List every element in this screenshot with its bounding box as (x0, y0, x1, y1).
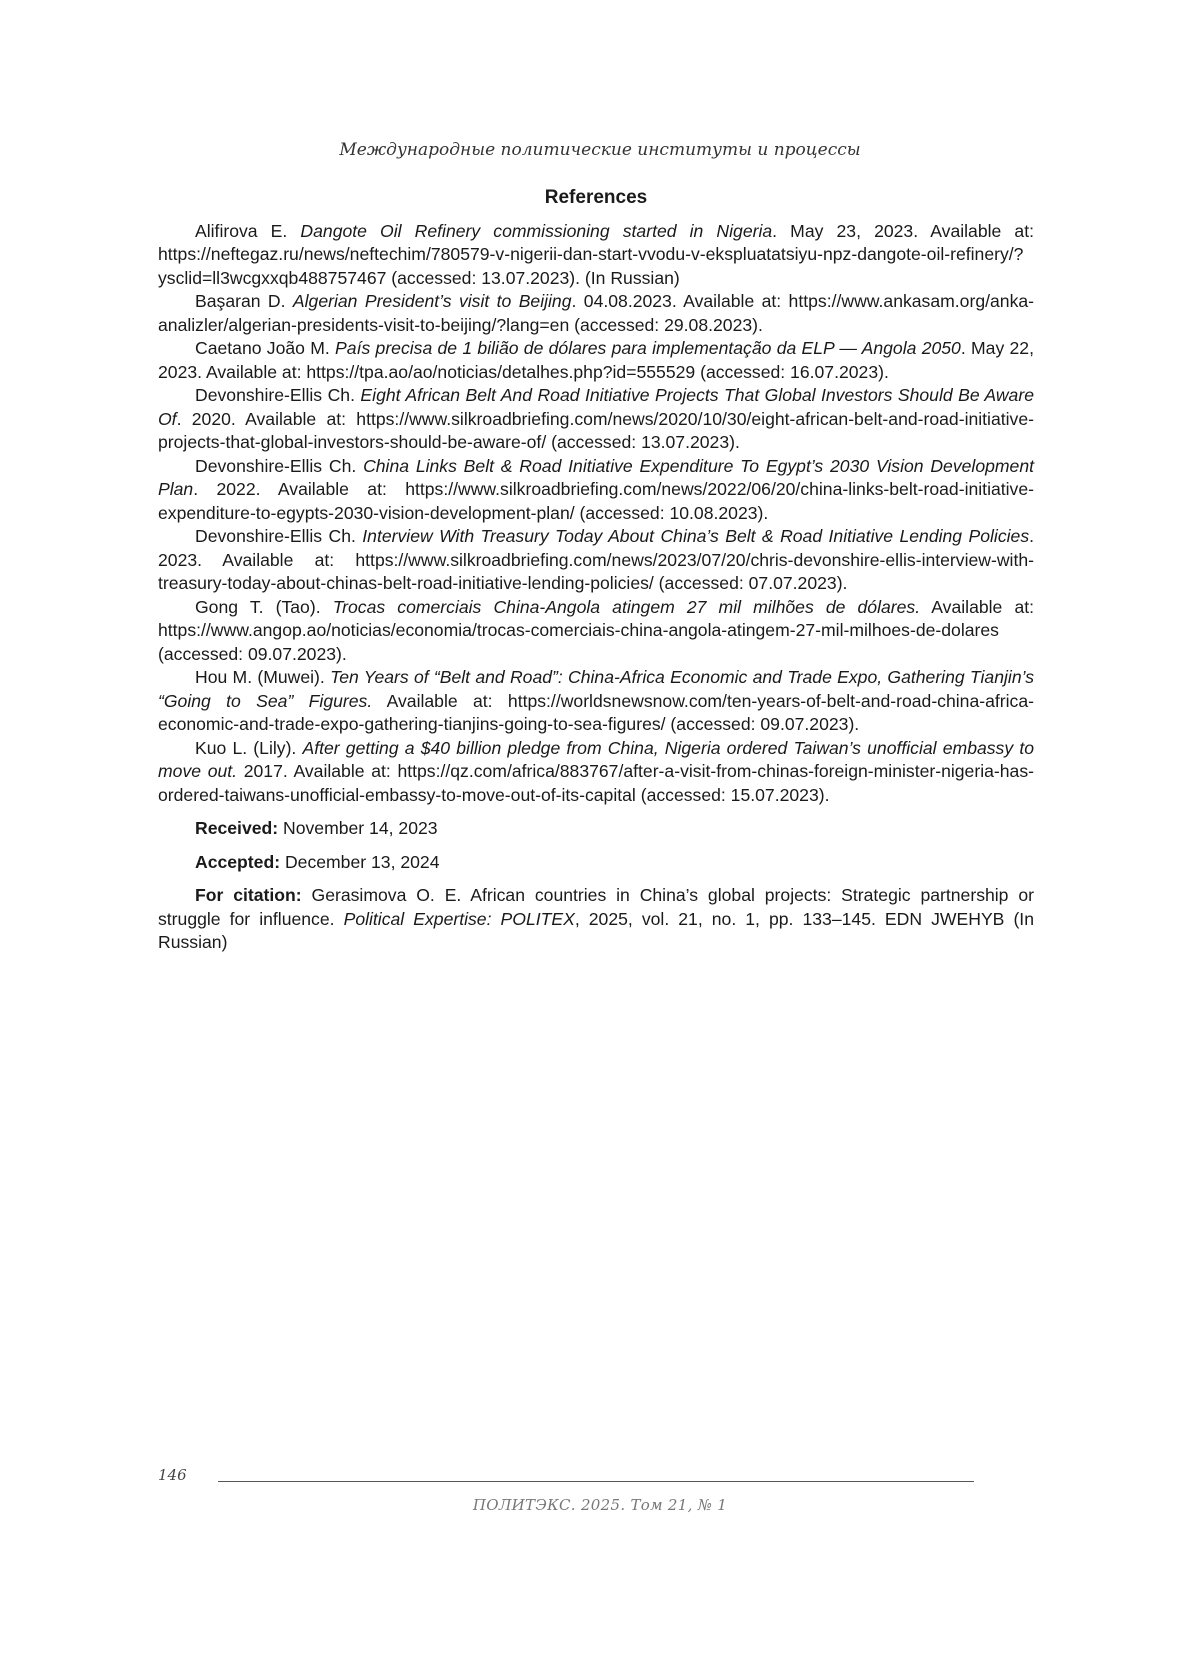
reference-title: China Links Belt & Road Initiative Expenditure To Egypt’s 2030 Vision Development Plan (158, 455, 1034, 499)
reference-item: Gong T. (Tao). Trocas comerciais China-Angola atingem 27 mil milhões de dólares. Available at: https://www.angop.ao/noticias/economia/trocas-comerciais-china-angola-atingem-27-mil-milhoes-de-dolares (accessed: 09.07.2023). (158, 596, 1035, 664)
reference-title: Trocas comerciais China-Angola atingem 27 mil milhões de dólares. (332, 596, 921, 617)
accepted-date: Accepted: December 13, 2024 (195, 851, 440, 872)
reference-list (158, 220, 1034, 808)
reference-item: Başaran D. Algerian President’s visit to Beijing. 04.08.2023. Available at: https://www.ankasam.org/anka-analizler/algerian-presidents-visit-to-beijing/?lang=en (accessed: 29.08.2023). (158, 291, 1035, 335)
citation: For citation: Gerasimova O. E. African countries in China’s global projects: Strategic partnership or struggle for influence. Political Expertise: POLITEX, 2025, vol. 21, no. 1, pp. 133–145. EDN JWEHYB (In Russian) (158, 885, 1034, 952)
section-title: References (544, 187, 648, 208)
running-head: Международные политические институты и процессы (339, 140, 861, 160)
article-body (158, 186, 1034, 955)
footer-rule (218, 1481, 974, 1482)
reference-title: Ten Years of “Belt and Road”: China-Africa Economic and Trade Expo, Gathering Tianjin’s “Going to Sea” Figures. (158, 667, 1034, 711)
reference-item: Devonshire-Ellis Ch. Interview With Treasury Today About China’s Belt & Road Initiative Lending Policies. 2023. Available at: https://www.silkroadbriefing.com/news/2023/07/20/chris-devonshire-ellis-interview-with-treasury-today-about-chinas-belt-road-initiative-lending-policies/ (accessed: 07.07.2023). (158, 526, 1035, 593)
reference-item: Devonshire-Ellis Ch. Eight African Belt And Road Initiative Projects That Global Investors Should Be Aware Of. 2020. Available at: https://www.silkroadbriefing.com/news/2020/10/30/eight-african-belt-and-road-initiative-projects-that-global-investors-should-be-aware-of/ (accessed: 13.07.2023). (158, 385, 1034, 452)
reference-title: País precisa de 1 bilião de dólares para implementação da ELP — Angola 2050 (335, 338, 961, 358)
reference-item: Hou M. (Muwei). Ten Years of “Belt and Road”: China-Africa Economic and Trade Expo, Gathering Tianjin’s “Going to Sea” Figures. Available at: https://worldsnewsnow.com/ten-years-of-belt-and-road-china-africa-economic-and-trade-expo-gathering-tianjins-going-to-sea-figures/ (accessed: 09.07.2023). (158, 667, 1034, 734)
reference-title: Algerian President’s visit to Beijing (292, 291, 572, 311)
reference-title: Interview With Treasury Today About China’s Belt & Road Initiative Lending Policies (362, 526, 1030, 546)
received-date: Received: November 14, 2023 (195, 818, 438, 838)
journal-footer: ПОЛИТЭКС. 2025. Том 21, № 1 (472, 1496, 728, 1514)
reference-item: Kuo L. (Lily). After getting a $40 billion pledge from China, Nigeria ordered Taiwan’s unofficial embassy to move out. 2017. Available at: https://qz.com/africa/883767/after-a-visit-from-chinas-foreign-minister-nigeria-has-ordered-taiwans-unofficial-embassy-to-move-out-of-its-capital (accessed: 15.07.2023). (158, 737, 1034, 805)
page-number: 146 (158, 1466, 187, 1484)
reference-title: Dangote Oil Refinery commissioning started in Nigeria (300, 220, 773, 241)
citation-journal: Political Expertise: POLITEX (343, 908, 575, 929)
reference-item: Alifirova E. Dangote Oil Refinery commissioning started in Nigeria. May 23, 2023. Available at: https://neftegaz.ru/news/neftechim/780579-v-nigerii-dan-start-vvodu-v-ekspluatatsiyu-npz-dangote-oil-refinery/?ysclid=ll3wcgxxqb488757467 (accessed: 13.07.2023). (In Russian) (158, 220, 1034, 288)
reference-title: After getting a $40 billion pledge from China, Nigeria ordered Taiwan’s unofficial embassy to move out. (158, 737, 1034, 781)
reference-item: Devonshire-Ellis Ch. China Links Belt & Road Initiative Expenditure To Egypt’s 2030 Vision Development Plan. 2022. Available at: https://www.silkroadbriefing.com/news/2022/06/20/china-links-belt-road-initiative-expenditure-to-egypts-2030-vision-development-plan/ (accessed: 10.08.2023). (158, 455, 1034, 523)
reference-title: Eight African Belt And Road Initiative Projects That Global Investors Should Be Aware Of (158, 385, 1034, 429)
reference-item: Caetano João M. País precisa de 1 bilião de dólares para implementação da ELP — Angola 2050. May 22, 2023. Available at: https://tpa.ao/ao/noticias/detalhes.php?id=555529 (accessed: 16.07.2023). (158, 338, 1034, 382)
